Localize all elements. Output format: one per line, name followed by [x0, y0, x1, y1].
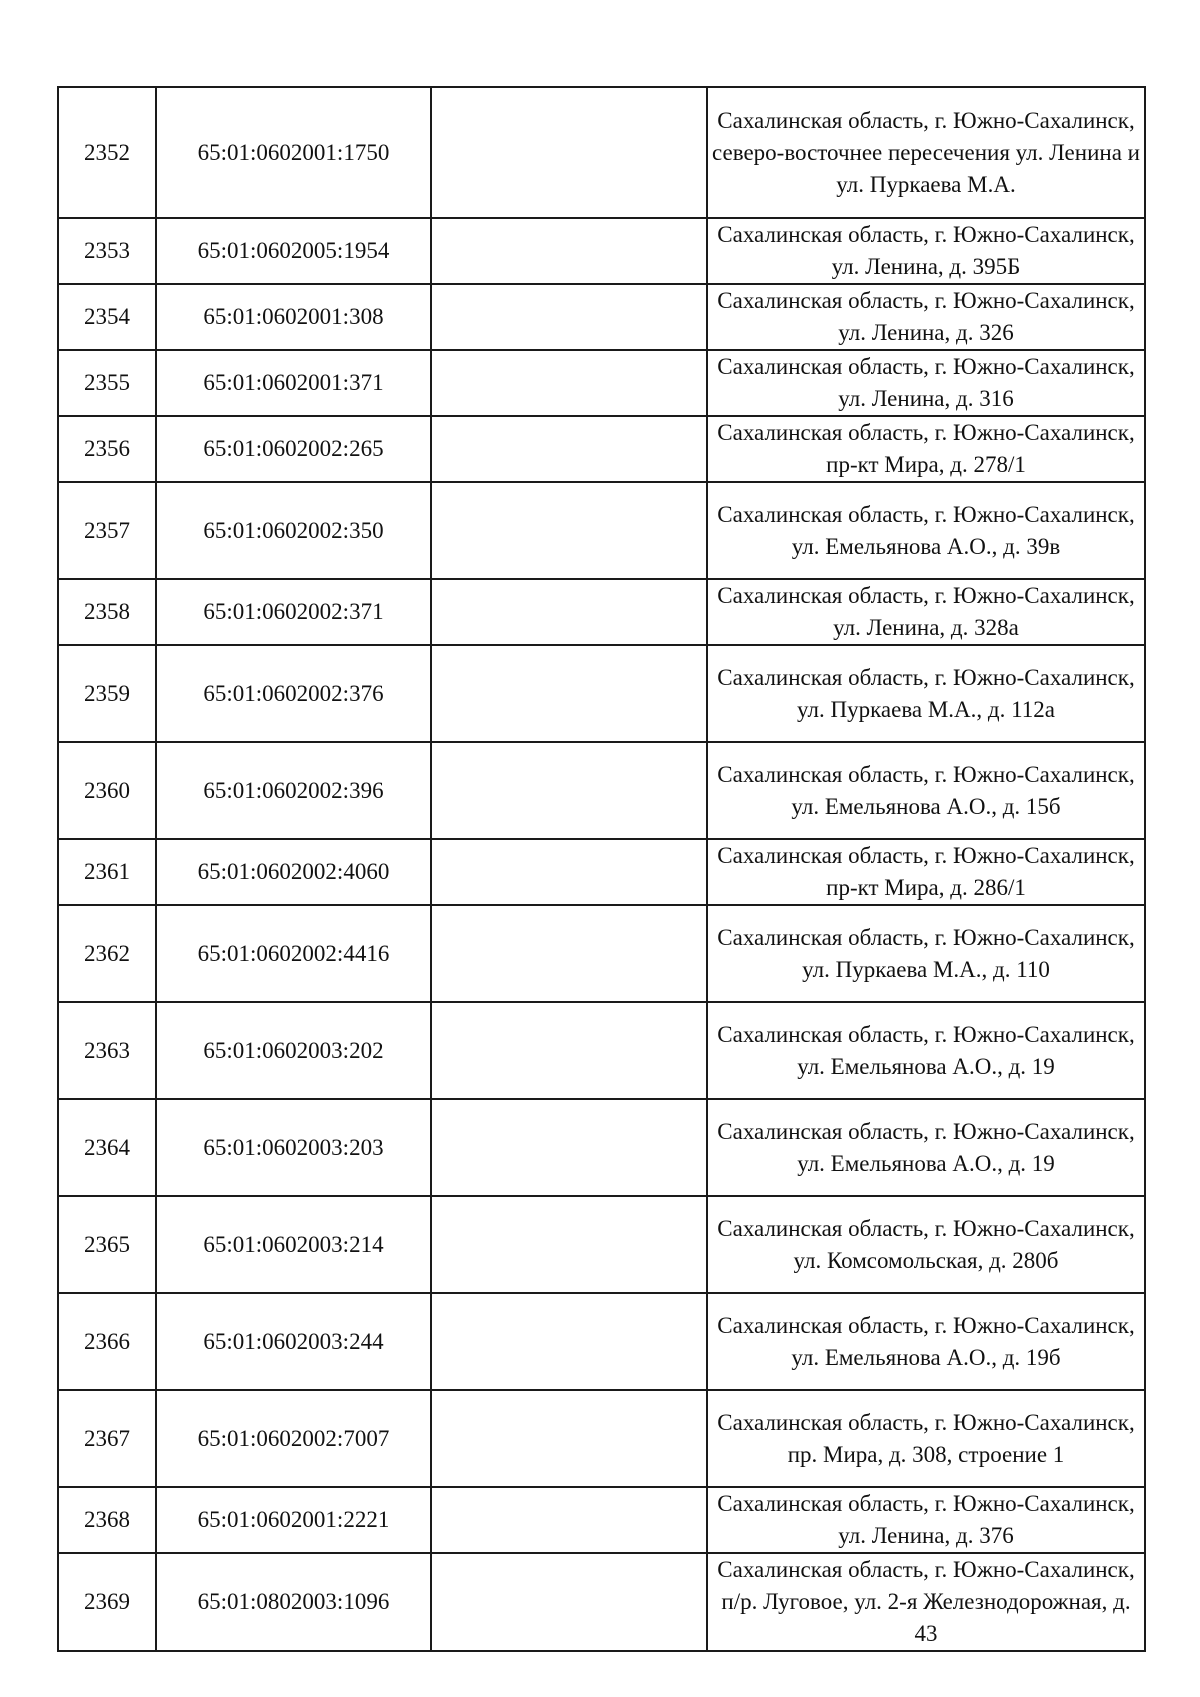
cadastral-number: 65:01:0602003:214 [156, 1196, 431, 1293]
cadastral-number: 65:01:0602002:7007 [156, 1390, 431, 1487]
cadastral-number: 65:01:0602002:376 [156, 645, 431, 742]
table-row [58, 1487, 1145, 1553]
empty-cell [431, 1293, 707, 1390]
table-row [58, 1293, 1145, 1390]
table-row [58, 839, 1145, 905]
address: Сахалинская область, г. Южно-Сахалинск, ул. Ленина, д. 328а [707, 579, 1145, 645]
empty-cell [431, 416, 707, 482]
empty-cell [431, 1196, 707, 1293]
address: Сахалинская область, г. Южно-Сахалинск, ул. Емельянова А.О., д. 15б [707, 742, 1145, 839]
cadastral-number: 65:01:0602002:396 [156, 742, 431, 839]
table-row [58, 579, 1145, 645]
address: Сахалинская область, г. Южно-Сахалинск, ул. Ленина, д. 316 [707, 350, 1145, 416]
table-row [58, 416, 1145, 482]
table-row [58, 645, 1145, 742]
empty-cell [431, 482, 707, 579]
row-number: 2352 [58, 87, 156, 218]
cadastral-number: 65:01:0602001:1750 [156, 87, 431, 218]
table-row [58, 1390, 1145, 1487]
row-number: 2353 [58, 218, 156, 284]
address: Сахалинская область, г. Южно-Сахалинск, ул. Ленина, д. 395Б [707, 218, 1145, 284]
table-row [58, 905, 1145, 1002]
address: Сахалинская область, г. Южно-Сахалинск, п/р. Луговое, ул. 2-я Железнодорожная, д. 43 [707, 1553, 1145, 1651]
cadastral-number: 65:01:0602002:371 [156, 579, 431, 645]
table-row [58, 87, 1145, 218]
cadastral-number: 65:01:0602002:4060 [156, 839, 431, 905]
empty-cell [431, 645, 707, 742]
cadastral-number: 65:01:0602001:371 [156, 350, 431, 416]
empty-cell [431, 1487, 707, 1553]
empty-cell [431, 1390, 707, 1487]
table-row [58, 284, 1145, 350]
cadastral-number: 65:01:0602005:1954 [156, 218, 431, 284]
empty-cell [431, 350, 707, 416]
address: Сахалинская область, г. Южно-Сахалинск, ул. Комсомольская, д. 280б [707, 1196, 1145, 1293]
cadastral-number: 65:01:0602002:350 [156, 482, 431, 579]
row-number: 2362 [58, 905, 156, 1002]
empty-cell [431, 218, 707, 284]
empty-cell [431, 742, 707, 839]
row-number: 2354 [58, 284, 156, 350]
empty-cell [431, 284, 707, 350]
row-number: 2366 [58, 1293, 156, 1390]
row-number: 2360 [58, 742, 156, 839]
row-number: 2359 [58, 645, 156, 742]
cadastral-number: 65:01:0602003:202 [156, 1002, 431, 1099]
address: Сахалинская область, г. Южно-Сахалинск, пр. Мира, д. 308, строение 1 [707, 1390, 1145, 1487]
row-number: 2365 [58, 1196, 156, 1293]
table-row [58, 1553, 1145, 1651]
table-row [58, 1196, 1145, 1293]
cadastral-number: 65:01:0802003:1096 [156, 1553, 431, 1651]
row-number: 2357 [58, 482, 156, 579]
cadastral-number: 65:01:0602003:244 [156, 1293, 431, 1390]
row-number: 2358 [58, 579, 156, 645]
empty-cell [431, 579, 707, 645]
empty-cell [431, 905, 707, 1002]
empty-cell [431, 1002, 707, 1099]
address: Сахалинская область, г. Южно-Сахалинск, пр-кт Мира, д. 286/1 [707, 839, 1145, 905]
cadastral-number: 65:01:0602003:203 [156, 1099, 431, 1196]
table-row [58, 1099, 1145, 1196]
row-number: 2368 [58, 1487, 156, 1553]
address: Сахалинская область, г. Южно-Сахалинск, ул. Пуркаева М.А., д. 112а [707, 645, 1145, 742]
address: Сахалинская область, г. Южно-Сахалинск, ул. Емельянова А.О., д. 39в [707, 482, 1145, 579]
empty-cell [431, 87, 707, 218]
empty-cell [431, 1099, 707, 1196]
row-number: 2356 [58, 416, 156, 482]
row-number: 2364 [58, 1099, 156, 1196]
address: Сахалинская область, г. Южно-Сахалинск, ул. Ленина, д. 326 [707, 284, 1145, 350]
table-row [58, 218, 1145, 284]
registry-table-body [58, 87, 1145, 1651]
address: Сахалинская область, г. Южно-Сахалинск, северо-восточнее пересечения ул. Ленина и ул. Пуркаева М.А. [707, 87, 1145, 218]
table-row [58, 350, 1145, 416]
cadastral-number: 65:01:0602001:308 [156, 284, 431, 350]
address: Сахалинская область, г. Южно-Сахалинск, ул. Емельянова А.О., д. 19б [707, 1293, 1145, 1390]
address: Сахалинская область, г. Южно-Сахалинск, ул. Емельянова А.О., д. 19 [707, 1002, 1145, 1099]
row-number: 2361 [58, 839, 156, 905]
table-row [58, 482, 1145, 579]
address: Сахалинская область, г. Южно-Сахалинск, ул. Емельянова А.О., д. 19 [707, 1099, 1145, 1196]
address: Сахалинская область, г. Южно-Сахалинск, пр-кт Мира, д. 278/1 [707, 416, 1145, 482]
empty-cell [431, 839, 707, 905]
row-number: 2363 [58, 1002, 156, 1099]
cadastral-number: 65:01:0602002:4416 [156, 905, 431, 1002]
registry-table [57, 86, 1146, 1652]
cadastral-number: 65:01:0602001:2221 [156, 1487, 431, 1553]
empty-cell [431, 1553, 707, 1651]
row-number: 2355 [58, 350, 156, 416]
address: Сахалинская область, г. Южно-Сахалинск, ул. Ленина, д. 376 [707, 1487, 1145, 1553]
row-number: 2369 [58, 1553, 156, 1651]
table-row [58, 1002, 1145, 1099]
cadastral-number: 65:01:0602002:265 [156, 416, 431, 482]
address: Сахалинская область, г. Южно-Сахалинск, ул. Пуркаева М.А., д. 110 [707, 905, 1145, 1002]
table-row [58, 742, 1145, 839]
row-number: 2367 [58, 1390, 156, 1487]
